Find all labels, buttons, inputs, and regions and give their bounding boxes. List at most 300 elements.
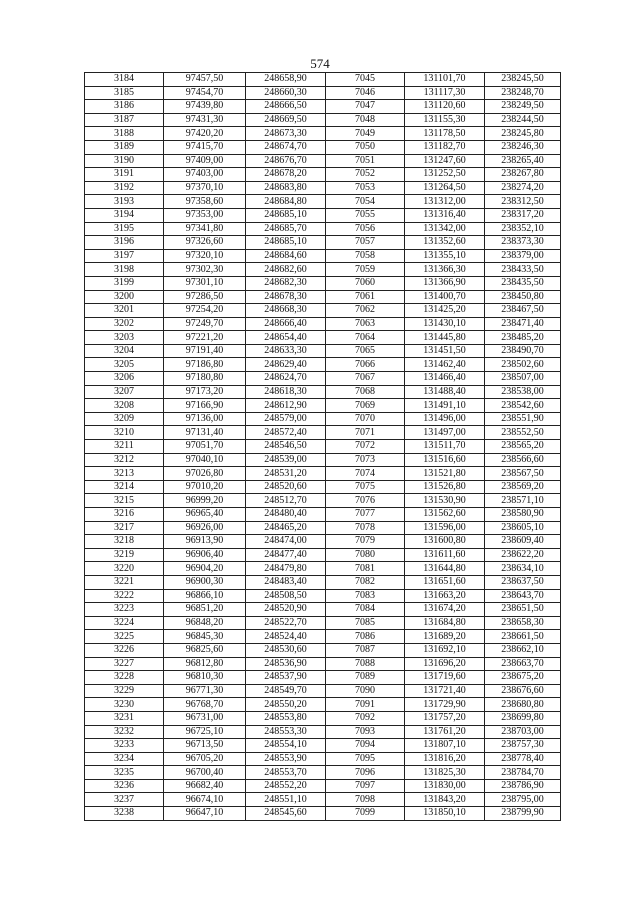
y-coordinate-b: 238637,50 [485, 575, 561, 589]
y-coordinate-b: 238245,80 [485, 127, 561, 141]
point-number-b: 7052 [326, 168, 405, 182]
point-number-b: 7053 [326, 181, 405, 195]
y-coordinate-b: 238784,70 [485, 766, 561, 780]
table-row [85, 630, 561, 644]
x-coordinate-a: 96705,20 [164, 752, 246, 766]
x-coordinate-b: 131511,70 [405, 440, 485, 454]
x-coordinate-b: 131761,20 [405, 725, 485, 739]
table-row [85, 113, 561, 127]
point-number-b: 7081 [326, 562, 405, 576]
y-coordinate-b: 238580,90 [485, 508, 561, 522]
point-number-a: 3220 [85, 562, 164, 576]
x-coordinate-a: 96913,90 [164, 535, 246, 549]
table-row [85, 711, 561, 725]
point-number-a: 3207 [85, 385, 164, 399]
point-number-a: 3191 [85, 168, 164, 182]
y-coordinate-a: 248684,60 [246, 249, 326, 263]
y-coordinate-a: 248678,30 [246, 290, 326, 304]
point-number-b: 7061 [326, 290, 405, 304]
point-number-b: 7070 [326, 412, 405, 426]
point-number-a: 3199 [85, 276, 164, 290]
y-coordinate-a: 248682,60 [246, 263, 326, 277]
point-number-b: 7065 [326, 344, 405, 358]
point-number-b: 7056 [326, 222, 405, 236]
point-number-a: 3232 [85, 725, 164, 739]
x-coordinate-a: 97191,40 [164, 344, 246, 358]
point-number-b: 7046 [326, 86, 405, 100]
x-coordinate-b: 131600,80 [405, 535, 485, 549]
x-coordinate-b: 131430,10 [405, 317, 485, 331]
y-coordinate-a: 248483,40 [246, 575, 326, 589]
table-row [85, 643, 561, 657]
x-coordinate-b: 131355,10 [405, 249, 485, 263]
x-coordinate-b: 131488,40 [405, 385, 485, 399]
y-coordinate-a: 248465,20 [246, 521, 326, 535]
x-coordinate-a: 97415,70 [164, 140, 246, 154]
x-coordinate-b: 131651,60 [405, 575, 485, 589]
x-coordinate-b: 131757,20 [405, 711, 485, 725]
x-coordinate-a: 97010,20 [164, 480, 246, 494]
x-coordinate-a: 96731,00 [164, 711, 246, 725]
y-coordinate-a: 248552,20 [246, 779, 326, 793]
point-number-a: 3184 [85, 73, 164, 87]
y-coordinate-a: 248624,70 [246, 372, 326, 386]
point-number-a: 3203 [85, 331, 164, 345]
y-coordinate-a: 248551,10 [246, 793, 326, 807]
y-coordinate-a: 248520,90 [246, 603, 326, 617]
point-number-a: 3222 [85, 589, 164, 603]
x-coordinate-a: 96999,20 [164, 494, 246, 508]
y-coordinate-a: 248669,50 [246, 113, 326, 127]
table-row [85, 100, 561, 114]
x-coordinate-b: 131816,20 [405, 752, 485, 766]
x-coordinate-b: 131400,70 [405, 290, 485, 304]
y-coordinate-a: 248479,80 [246, 562, 326, 576]
point-number-b: 7077 [326, 508, 405, 522]
x-coordinate-b: 131247,60 [405, 154, 485, 168]
point-number-b: 7068 [326, 385, 405, 399]
y-coordinate-b: 238757,30 [485, 739, 561, 753]
y-coordinate-b: 238566,60 [485, 453, 561, 467]
x-coordinate-b: 131830,00 [405, 779, 485, 793]
x-coordinate-b: 131120,60 [405, 100, 485, 114]
coordinates-table-body [85, 73, 561, 821]
point-number-b: 7088 [326, 657, 405, 671]
x-coordinate-b: 131807,10 [405, 739, 485, 753]
y-coordinate-a: 248522,70 [246, 616, 326, 630]
point-number-b: 7089 [326, 671, 405, 685]
x-coordinate-b: 131596,00 [405, 521, 485, 535]
y-coordinate-b: 238699,80 [485, 711, 561, 725]
y-coordinate-a: 248531,20 [246, 467, 326, 481]
y-coordinate-a: 248508,50 [246, 589, 326, 603]
y-coordinate-a: 248553,30 [246, 725, 326, 739]
x-coordinate-b: 131445,80 [405, 331, 485, 345]
point-number-b: 7069 [326, 399, 405, 413]
table-row [85, 453, 561, 467]
x-coordinate-a: 97457,50 [164, 73, 246, 87]
table-row [85, 344, 561, 358]
point-number-a: 3204 [85, 344, 164, 358]
point-number-b: 7051 [326, 154, 405, 168]
x-coordinate-a: 97403,00 [164, 168, 246, 182]
y-coordinate-a: 248545,60 [246, 807, 326, 821]
point-number-b: 7076 [326, 494, 405, 508]
point-number-a: 3201 [85, 304, 164, 318]
point-number-b: 7095 [326, 752, 405, 766]
table-row [85, 671, 561, 685]
y-coordinate-b: 238799,90 [485, 807, 561, 821]
x-coordinate-b: 131497,00 [405, 426, 485, 440]
point-number-a: 3219 [85, 548, 164, 562]
y-coordinate-b: 238507,00 [485, 372, 561, 386]
y-coordinate-b: 238379,00 [485, 249, 561, 263]
x-coordinate-a: 96647,10 [164, 807, 246, 821]
y-coordinate-a: 248520,60 [246, 480, 326, 494]
y-coordinate-a: 248676,70 [246, 154, 326, 168]
x-coordinate-a: 97454,70 [164, 86, 246, 100]
table-row [85, 399, 561, 413]
point-number-a: 3226 [85, 643, 164, 657]
y-coordinate-b: 238643,70 [485, 589, 561, 603]
coordinates-table [84, 72, 561, 821]
y-coordinate-b: 238274,20 [485, 181, 561, 195]
x-coordinate-b: 131721,40 [405, 684, 485, 698]
x-coordinate-b: 131366,30 [405, 263, 485, 277]
point-number-b: 7072 [326, 440, 405, 454]
y-coordinate-b: 238467,50 [485, 304, 561, 318]
x-coordinate-b: 131425,20 [405, 304, 485, 318]
y-coordinate-b: 238373,30 [485, 236, 561, 250]
x-coordinate-b: 131451,50 [405, 344, 485, 358]
point-number-b: 7079 [326, 535, 405, 549]
table-row [85, 249, 561, 263]
point-number-a: 3221 [85, 575, 164, 589]
y-coordinate-b: 238471,40 [485, 317, 561, 331]
x-coordinate-a: 97166,90 [164, 399, 246, 413]
table-row [85, 684, 561, 698]
y-coordinate-b: 238675,20 [485, 671, 561, 685]
point-number-b: 7066 [326, 358, 405, 372]
point-number-a: 3210 [85, 426, 164, 440]
table-row [85, 807, 561, 821]
point-number-b: 7057 [326, 236, 405, 250]
y-coordinate-a: 248682,30 [246, 276, 326, 290]
y-coordinate-b: 238249,50 [485, 100, 561, 114]
y-coordinate-b: 238609,40 [485, 535, 561, 549]
point-number-a: 3237 [85, 793, 164, 807]
y-coordinate-b: 238542,60 [485, 399, 561, 413]
y-coordinate-b: 238265,40 [485, 154, 561, 168]
x-coordinate-a: 96900,30 [164, 575, 246, 589]
point-number-b: 7094 [326, 739, 405, 753]
x-coordinate-a: 97326,60 [164, 236, 246, 250]
point-number-a: 3194 [85, 208, 164, 222]
point-number-a: 3185 [85, 86, 164, 100]
x-coordinate-a: 96825,60 [164, 643, 246, 657]
x-coordinate-a: 97131,40 [164, 426, 246, 440]
y-coordinate-b: 238551,90 [485, 412, 561, 426]
y-coordinate-b: 238352,10 [485, 222, 561, 236]
x-coordinate-b: 131252,50 [405, 168, 485, 182]
y-coordinate-a: 248549,70 [246, 684, 326, 698]
x-coordinate-b: 131696,20 [405, 657, 485, 671]
y-coordinate-b: 238605,10 [485, 521, 561, 535]
x-coordinate-b: 131101,70 [405, 73, 485, 87]
y-coordinate-a: 248553,90 [246, 752, 326, 766]
point-number-b: 7091 [326, 698, 405, 712]
y-coordinate-b: 238435,50 [485, 276, 561, 290]
y-coordinate-b: 238246,30 [485, 140, 561, 154]
point-number-b: 7078 [326, 521, 405, 535]
x-coordinate-a: 97221,20 [164, 331, 246, 345]
y-coordinate-b: 238622,20 [485, 548, 561, 562]
x-coordinate-a: 96926,00 [164, 521, 246, 535]
table-row [85, 412, 561, 426]
x-coordinate-b: 131689,20 [405, 630, 485, 644]
y-coordinate-b: 238778,40 [485, 752, 561, 766]
point-number-b: 7047 [326, 100, 405, 114]
y-coordinate-a: 248629,40 [246, 358, 326, 372]
y-coordinate-b: 238661,50 [485, 630, 561, 644]
point-number-a: 3187 [85, 113, 164, 127]
x-coordinate-b: 131352,60 [405, 236, 485, 250]
table-row [85, 616, 561, 630]
y-coordinate-b: 238502,60 [485, 358, 561, 372]
y-coordinate-a: 248618,30 [246, 385, 326, 399]
x-coordinate-a: 96965,40 [164, 508, 246, 522]
table-row [85, 521, 561, 535]
table-row [85, 140, 561, 154]
table-row [85, 779, 561, 793]
point-number-a: 3188 [85, 127, 164, 141]
table-row [85, 725, 561, 739]
table-row [85, 535, 561, 549]
y-coordinate-a: 248684,80 [246, 195, 326, 209]
y-coordinate-a: 248537,90 [246, 671, 326, 685]
table-row [85, 739, 561, 753]
x-coordinate-a: 97353,00 [164, 208, 246, 222]
x-coordinate-a: 97026,80 [164, 467, 246, 481]
x-coordinate-a: 97051,70 [164, 440, 246, 454]
page-number: 574 [310, 56, 330, 71]
point-number-b: 7060 [326, 276, 405, 290]
table-row [85, 73, 561, 87]
point-number-b: 7098 [326, 793, 405, 807]
x-coordinate-a: 97301,10 [164, 276, 246, 290]
y-coordinate-b: 238312,50 [485, 195, 561, 209]
y-coordinate-b: 238658,30 [485, 616, 561, 630]
table-row [85, 168, 561, 182]
table-row [85, 127, 561, 141]
point-number-a: 3214 [85, 480, 164, 494]
y-coordinate-a: 248633,30 [246, 344, 326, 358]
x-coordinate-b: 131674,20 [405, 603, 485, 617]
point-number-a: 3212 [85, 453, 164, 467]
y-coordinate-a: 248553,70 [246, 766, 326, 780]
y-coordinate-b: 238538,00 [485, 385, 561, 399]
y-coordinate-a: 248654,40 [246, 331, 326, 345]
point-number-a: 3196 [85, 236, 164, 250]
point-number-a: 3217 [85, 521, 164, 535]
point-number-b: 7055 [326, 208, 405, 222]
point-number-b: 7092 [326, 711, 405, 725]
y-coordinate-b: 238450,80 [485, 290, 561, 304]
point-number-a: 3202 [85, 317, 164, 331]
table-row [85, 589, 561, 603]
x-coordinate-a: 97320,10 [164, 249, 246, 263]
point-number-b: 7082 [326, 575, 405, 589]
y-coordinate-b: 238245,50 [485, 73, 561, 87]
point-number-b: 7048 [326, 113, 405, 127]
point-number-b: 7058 [326, 249, 405, 263]
point-number-a: 3209 [85, 412, 164, 426]
x-coordinate-b: 131663,20 [405, 589, 485, 603]
y-coordinate-a: 248474,00 [246, 535, 326, 549]
x-coordinate-b: 131684,80 [405, 616, 485, 630]
x-coordinate-a: 97249,70 [164, 317, 246, 331]
x-coordinate-b: 131692,10 [405, 643, 485, 657]
point-number-a: 3233 [85, 739, 164, 753]
y-coordinate-b: 238244,50 [485, 113, 561, 127]
point-number-b: 7071 [326, 426, 405, 440]
y-coordinate-a: 248536,90 [246, 657, 326, 671]
point-number-a: 3218 [85, 535, 164, 549]
x-coordinate-b: 131117,30 [405, 86, 485, 100]
x-coordinate-a: 96812,80 [164, 657, 246, 671]
y-coordinate-a: 248579,00 [246, 412, 326, 426]
x-coordinate-a: 96904,20 [164, 562, 246, 576]
y-coordinate-a: 248612,90 [246, 399, 326, 413]
point-number-b: 7063 [326, 317, 405, 331]
table-row [85, 575, 561, 589]
table-row [85, 358, 561, 372]
y-coordinate-a: 248666,50 [246, 100, 326, 114]
x-coordinate-b: 131491,10 [405, 399, 485, 413]
table-row [85, 195, 561, 209]
y-coordinate-a: 248685,10 [246, 208, 326, 222]
table-row [85, 276, 561, 290]
point-number-a: 3213 [85, 467, 164, 481]
x-coordinate-b: 131729,90 [405, 698, 485, 712]
y-coordinate-a: 248512,70 [246, 494, 326, 508]
x-coordinate-b: 131182,70 [405, 140, 485, 154]
x-coordinate-a: 96810,30 [164, 671, 246, 685]
point-number-b: 7086 [326, 630, 405, 644]
x-coordinate-a: 97254,20 [164, 304, 246, 318]
table-row [85, 562, 561, 576]
x-coordinate-a: 97302,30 [164, 263, 246, 277]
point-number-a: 3234 [85, 752, 164, 766]
point-number-a: 3192 [85, 181, 164, 195]
y-coordinate-b: 238795,00 [485, 793, 561, 807]
y-coordinate-b: 238485,20 [485, 331, 561, 345]
x-coordinate-b: 131850,10 [405, 807, 485, 821]
y-coordinate-a: 248572,40 [246, 426, 326, 440]
y-coordinate-b: 238267,80 [485, 168, 561, 182]
y-coordinate-b: 238634,10 [485, 562, 561, 576]
x-coordinate-a: 97358,60 [164, 195, 246, 209]
y-coordinate-b: 238571,10 [485, 494, 561, 508]
table-row [85, 793, 561, 807]
table-row [85, 154, 561, 168]
y-coordinate-b: 238663,70 [485, 657, 561, 671]
y-coordinate-a: 248668,30 [246, 304, 326, 318]
point-number-a: 3235 [85, 766, 164, 780]
point-number-a: 3216 [85, 508, 164, 522]
y-coordinate-a: 248673,30 [246, 127, 326, 141]
x-coordinate-b: 131719,60 [405, 671, 485, 685]
y-coordinate-a: 248678,20 [246, 168, 326, 182]
point-number-b: 7062 [326, 304, 405, 318]
table-row [85, 698, 561, 712]
table-row [85, 752, 561, 766]
point-number-b: 7074 [326, 467, 405, 481]
x-coordinate-b: 131516,60 [405, 453, 485, 467]
y-coordinate-a: 248524,40 [246, 630, 326, 644]
table-row [85, 208, 561, 222]
point-number-a: 3205 [85, 358, 164, 372]
point-number-a: 3231 [85, 711, 164, 725]
x-coordinate-b: 131366,90 [405, 276, 485, 290]
x-coordinate-a: 97180,80 [164, 372, 246, 386]
x-coordinate-b: 131825,30 [405, 766, 485, 780]
x-coordinate-b: 131466,40 [405, 372, 485, 386]
x-coordinate-a: 96674,10 [164, 793, 246, 807]
y-coordinate-a: 248553,80 [246, 711, 326, 725]
table-row [85, 317, 561, 331]
table-row [85, 236, 561, 250]
x-coordinate-a: 97040,10 [164, 453, 246, 467]
x-coordinate-a: 97186,80 [164, 358, 246, 372]
x-coordinate-a: 97173,20 [164, 385, 246, 399]
point-number-a: 3189 [85, 140, 164, 154]
point-number-a: 3193 [85, 195, 164, 209]
point-number-a: 3206 [85, 372, 164, 386]
table-row [85, 181, 561, 195]
y-coordinate-a: 248546,50 [246, 440, 326, 454]
y-coordinate-b: 238248,70 [485, 86, 561, 100]
table-row [85, 657, 561, 671]
y-coordinate-a: 248477,40 [246, 548, 326, 562]
x-coordinate-a: 97341,80 [164, 222, 246, 236]
point-number-b: 7085 [326, 616, 405, 630]
y-coordinate-a: 248530,60 [246, 643, 326, 657]
x-coordinate-a: 97420,20 [164, 127, 246, 141]
point-number-a: 3197 [85, 249, 164, 263]
point-number-b: 7075 [326, 480, 405, 494]
point-number-a: 3224 [85, 616, 164, 630]
x-coordinate-a: 96906,40 [164, 548, 246, 562]
point-number-a: 3229 [85, 684, 164, 698]
table-row [85, 86, 561, 100]
point-number-a: 3225 [85, 630, 164, 644]
table-row [85, 222, 561, 236]
point-number-a: 3211 [85, 440, 164, 454]
point-number-b: 7090 [326, 684, 405, 698]
x-coordinate-b: 131155,30 [405, 113, 485, 127]
y-coordinate-b: 238317,20 [485, 208, 561, 222]
x-coordinate-b: 131496,00 [405, 412, 485, 426]
point-number-b: 7067 [326, 372, 405, 386]
x-coordinate-a: 97136,00 [164, 412, 246, 426]
y-coordinate-a: 248674,70 [246, 140, 326, 154]
y-coordinate-b: 238680,80 [485, 698, 561, 712]
point-number-a: 3186 [85, 100, 164, 114]
table-row [85, 508, 561, 522]
point-number-a: 3200 [85, 290, 164, 304]
point-number-b: 7059 [326, 263, 405, 277]
